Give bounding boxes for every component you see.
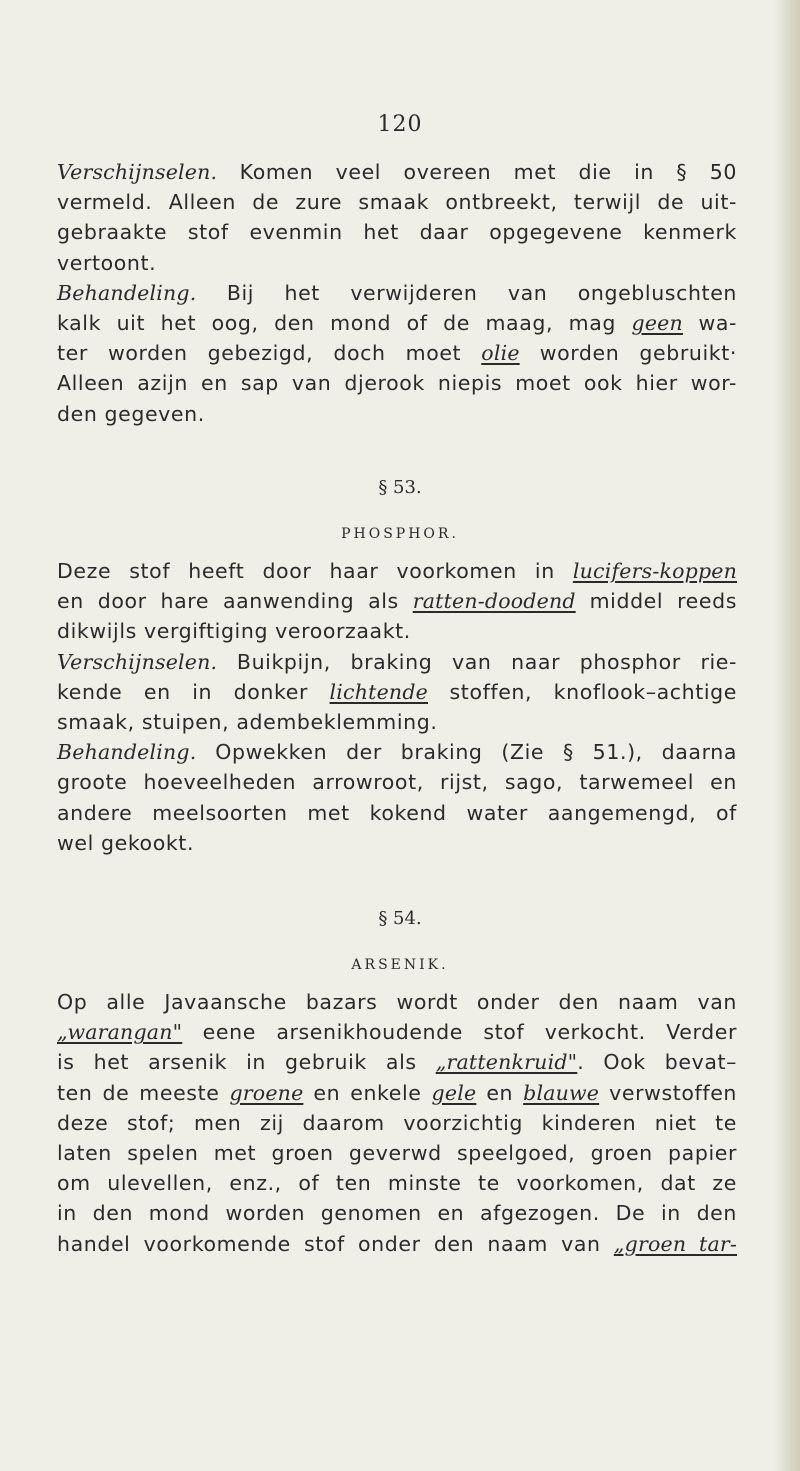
paragraph-block-arsenik bbox=[57, 987, 737, 1259]
text-span: is het arsenik in gebruik als bbox=[57, 1050, 436, 1075]
text-span: eene arsenikhoudende stof verkocht. Verder bbox=[182, 1020, 737, 1045]
text-line bbox=[57, 338, 737, 368]
emphasis-lichtende: lichtende bbox=[329, 679, 428, 704]
text-line bbox=[57, 278, 737, 308]
text-span: . Ook bevat– bbox=[577, 1050, 738, 1075]
text-line bbox=[57, 1047, 737, 1077]
text-line: laten spelen met groen geverwd speelgoed, groen papier bbox=[57, 1140, 737, 1165]
emphasis-olie: olie bbox=[481, 341, 520, 366]
emphasis-ratten-doodend: ratten-doodend bbox=[412, 589, 576, 614]
text-line bbox=[57, 556, 737, 586]
paragraph-block-phosphor bbox=[57, 556, 737, 858]
text-line: andere meelsoorten met kokend water aangemengd, of bbox=[57, 800, 737, 825]
text-line bbox=[57, 1078, 737, 1108]
emphasis-lucifers-koppen: lucifers-koppen bbox=[572, 559, 737, 583]
text-span: wa- bbox=[682, 310, 737, 335]
text-span: Bij het verwijderen van ongebluschten bbox=[196, 280, 737, 305]
emphasis-rattenkruid: „rattenkruid" bbox=[435, 1050, 578, 1075]
text-line bbox=[57, 1017, 737, 1047]
text-line: Alleen azijn en sap van djerook niepis moet ook hier wor- bbox=[57, 371, 737, 396]
text-line: in den mond worden genomen en afgezogen. De in den bbox=[57, 1201, 737, 1226]
term-verschijnselen: Verschijnselen. bbox=[57, 160, 218, 184]
text-span: verwstoffen bbox=[599, 1080, 737, 1105]
text-line: smaak, stuipen, adembeklemming. bbox=[57, 709, 438, 734]
emphasis-groen-tar: „groen tar- bbox=[613, 1231, 737, 1256]
text-span: kalk uit het oog, den mond of de maag, mag bbox=[57, 310, 632, 335]
text-line bbox=[57, 586, 737, 616]
text-span: en enkele bbox=[303, 1080, 432, 1105]
text-span: Buikpijn, braking van naar phosphor rie- bbox=[217, 649, 737, 674]
page-edge-shadow bbox=[774, 0, 800, 1471]
text-line bbox=[57, 677, 737, 707]
text-line: vertoont. bbox=[57, 250, 157, 275]
section-number-54: § 54. bbox=[378, 908, 422, 929]
text-span: ten de meeste bbox=[57, 1080, 230, 1105]
text-line: Op alle Javaansche bazars wordt onder den naam van bbox=[57, 990, 737, 1014]
emphasis-warangan: „warangan" bbox=[57, 1020, 183, 1045]
text-line: gebraakte stof evenmin het daar opgegevene kenmerk bbox=[57, 220, 737, 245]
text-span: ter worden gebezigd, doch moet bbox=[57, 341, 482, 366]
text-line: deze stof; men zij daarom voorzichtig kinderen niet te bbox=[57, 1110, 737, 1135]
page-number: 120 bbox=[377, 112, 423, 137]
text-span: en door hare aanwending als bbox=[57, 589, 413, 614]
text-span: worden gebruikt· bbox=[519, 341, 737, 366]
text-line bbox=[57, 647, 737, 677]
section-heading-phosphor: PHOSPHOR. bbox=[341, 526, 459, 542]
text-line: dikwijls vergiftiging veroorzaakt. bbox=[57, 619, 411, 644]
emphasis-geen: geen bbox=[631, 310, 683, 335]
text-line: vermeld. Alleen de zure smaak ontbreekt, terwijl de uit- bbox=[57, 190, 737, 215]
text-span: stoffen, knoflook–achtige bbox=[427, 679, 737, 704]
text-span: kende en in donker bbox=[57, 679, 330, 704]
emphasis-gele: gele bbox=[431, 1080, 477, 1105]
text-line: om ulevellen, enz., of ten minste te voorkomen, dat ze bbox=[57, 1171, 737, 1196]
emphasis-blauwe: blauwe bbox=[523, 1080, 600, 1105]
term-behandeling: Behandeling. bbox=[57, 740, 197, 765]
text-span: Opwekken der braking (Zie § 51.), daarna bbox=[196, 740, 737, 765]
text-line: wel gekookt. bbox=[57, 830, 195, 855]
text-span: en bbox=[476, 1080, 524, 1105]
text-span: handel voorkomende stof onder den naam van bbox=[57, 1231, 614, 1256]
text-span: Komen veel overeen met die in § 50 bbox=[217, 160, 737, 184]
text-line: den gegeven. bbox=[57, 401, 205, 426]
paragraph-block-1 bbox=[57, 157, 737, 429]
term-behandeling: Behandeling. bbox=[57, 280, 197, 305]
text-line: groote hoeveelheden arrowroot, rijst, sago, tarwemeel en bbox=[57, 770, 737, 795]
text-line bbox=[57, 157, 737, 187]
text-span: Deze stof heeft door haar voorkomen in bbox=[57, 559, 573, 583]
term-verschijnselen: Verschijnselen. bbox=[57, 649, 218, 674]
section-number-53: § 53. bbox=[378, 477, 422, 498]
text-line bbox=[57, 1229, 737, 1259]
section-heading-arsenik: ARSENIK. bbox=[351, 957, 449, 973]
emphasis-groene: groene bbox=[229, 1080, 304, 1105]
text-line bbox=[57, 308, 737, 338]
text-span: middel reeds bbox=[575, 589, 737, 614]
text-line bbox=[57, 737, 737, 767]
